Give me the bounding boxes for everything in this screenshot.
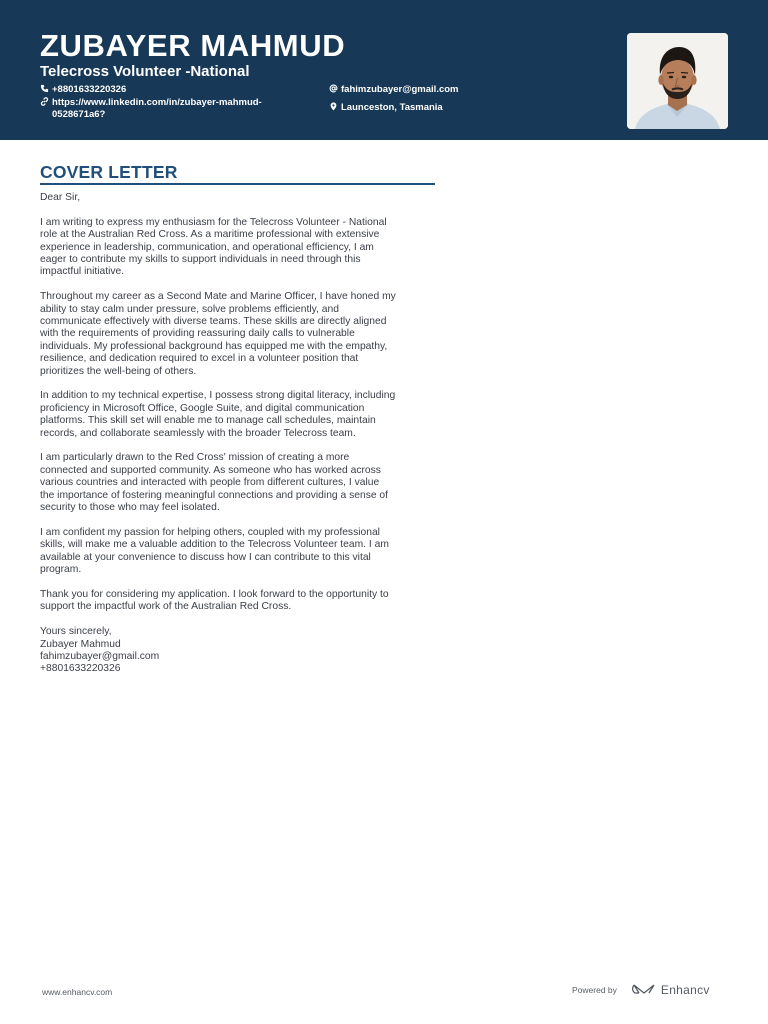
- linkedin-url-line2: 0528671a6?: [52, 108, 106, 120]
- letter-body: [40, 192, 435, 688]
- paragraph-mission: [40, 452, 435, 514]
- text-line: I am particularly drawn to the Red Cross' mission of creating a more: [40, 452, 350, 464]
- paragraph-career: [40, 291, 435, 378]
- text-line: security to those who may feel isolated.: [40, 502, 220, 514]
- text-line: communicate effectively with diverse teams. These skills are directly aligned: [40, 316, 387, 328]
- text-line: available at your convenience to discuss how I can contribute to this vital: [40, 551, 371, 563]
- text-line: experience in leadership, communication, and operational efficiency, I am: [40, 241, 374, 253]
- signature-block: [40, 626, 435, 676]
- at-icon: [329, 84, 341, 96]
- candidate-role: Telecross Volunteer -National: [40, 63, 250, 80]
- text-line: In addition to my technical expertise, I possess strong digital literacy, including: [40, 390, 396, 402]
- text-line: impactful initiative.: [40, 266, 125, 278]
- email-text: fahimzubayer@gmail.com: [341, 84, 459, 95]
- phone-icon: [40, 84, 52, 96]
- enhancv-logo-icon: [631, 982, 657, 998]
- text-line: various countries and interacted with people from different cultures, I value: [40, 477, 380, 489]
- text-line: connected and supported community. As someone who has worked across: [40, 464, 381, 476]
- text-line: Throughout my career as a Second Mate and Marine Officer, I have honed my: [40, 291, 396, 303]
- paragraph-skills: [40, 390, 435, 440]
- text-line: Thank you for considering my application. I look forward to the opportunity to: [40, 588, 389, 600]
- text-line: ability to stay calm under pressure, solve problems efficiently, and: [40, 303, 339, 315]
- text-line: I am confident my passion for helping others, coupled with my professional: [40, 526, 380, 538]
- linkedin-url-line1: https://www.linkedin.com/in/zubayer-mahmud-: [52, 97, 262, 108]
- paragraph-intro: [40, 217, 435, 279]
- text-line: records, and collaborate seamlessly with the broader Telecross team.: [40, 427, 356, 439]
- text-line: the importance of fostering meaningful connections and providing a sense of: [40, 489, 389, 501]
- text-line: eager to contribute my skills to support individuals in need through this: [40, 254, 361, 266]
- text-line: I am writing to express my enthusiasm for the Telecross Volunteer - National: [40, 216, 387, 228]
- location-text: Launceston, Tasmania: [341, 102, 443, 113]
- header-banner: [0, 0, 768, 140]
- text-line: program.: [40, 564, 82, 576]
- profile-photo: [627, 33, 728, 129]
- email-contact[interactable]: [329, 84, 459, 96]
- powered-by-label: Powered by: [572, 985, 617, 995]
- text-line: platforms. This skill set will enable me to manage call schedules, maintain: [40, 415, 376, 427]
- section-divider: [40, 183, 435, 185]
- paragraph-thanks: [40, 589, 435, 614]
- text-line: individuals. My professional background has equipped me with the empathy,: [40, 340, 388, 352]
- text-line: prioritizes the well-being of others.: [40, 365, 197, 377]
- linkedin-contact[interactable]: [40, 97, 300, 120]
- text-line: resilience, and dedication required to excel in a volunteer position that: [40, 353, 359, 365]
- candidate-name: ZUBAYER MAHMUD: [40, 28, 346, 63]
- powered-by[interactable]: [572, 982, 710, 998]
- signature-phone: +8801633220326: [40, 663, 121, 675]
- text-line: support the impactful work of the Australian Red Cross.: [40, 601, 292, 613]
- footer-site-link[interactable]: www.enhancv.com: [42, 987, 113, 997]
- text-line: proficiency in Microsoft Office, Google Suite, and digital communication: [40, 402, 365, 414]
- enhancv-logo-text: Enhancv: [660, 983, 710, 997]
- text-line: with the requirements of providing reassuring daily calls to vulnerable: [40, 328, 355, 340]
- section-title: COVER LETTER: [40, 162, 178, 182]
- text-line: role at the Australian Red Cross. As a maritime professional with extensive: [40, 229, 380, 241]
- signature-email[interactable]: fahimzubayer@gmail.com: [40, 650, 160, 662]
- salutation: Dear Sir,: [40, 192, 81, 203]
- location-pin-icon: [329, 102, 341, 114]
- location-contact: [329, 102, 443, 114]
- signature-name: Zubayer Mahmud: [40, 638, 121, 650]
- text-line: skills, will make me a valuable addition to the Telecross Volunteer team. I am: [40, 539, 389, 551]
- phone-text: +8801633220326: [52, 84, 127, 95]
- link-icon: [40, 97, 52, 109]
- closing: Yours sincerely,: [40, 626, 112, 638]
- paragraph-confidence: [40, 527, 435, 577]
- phone-contact[interactable]: [40, 84, 126, 96]
